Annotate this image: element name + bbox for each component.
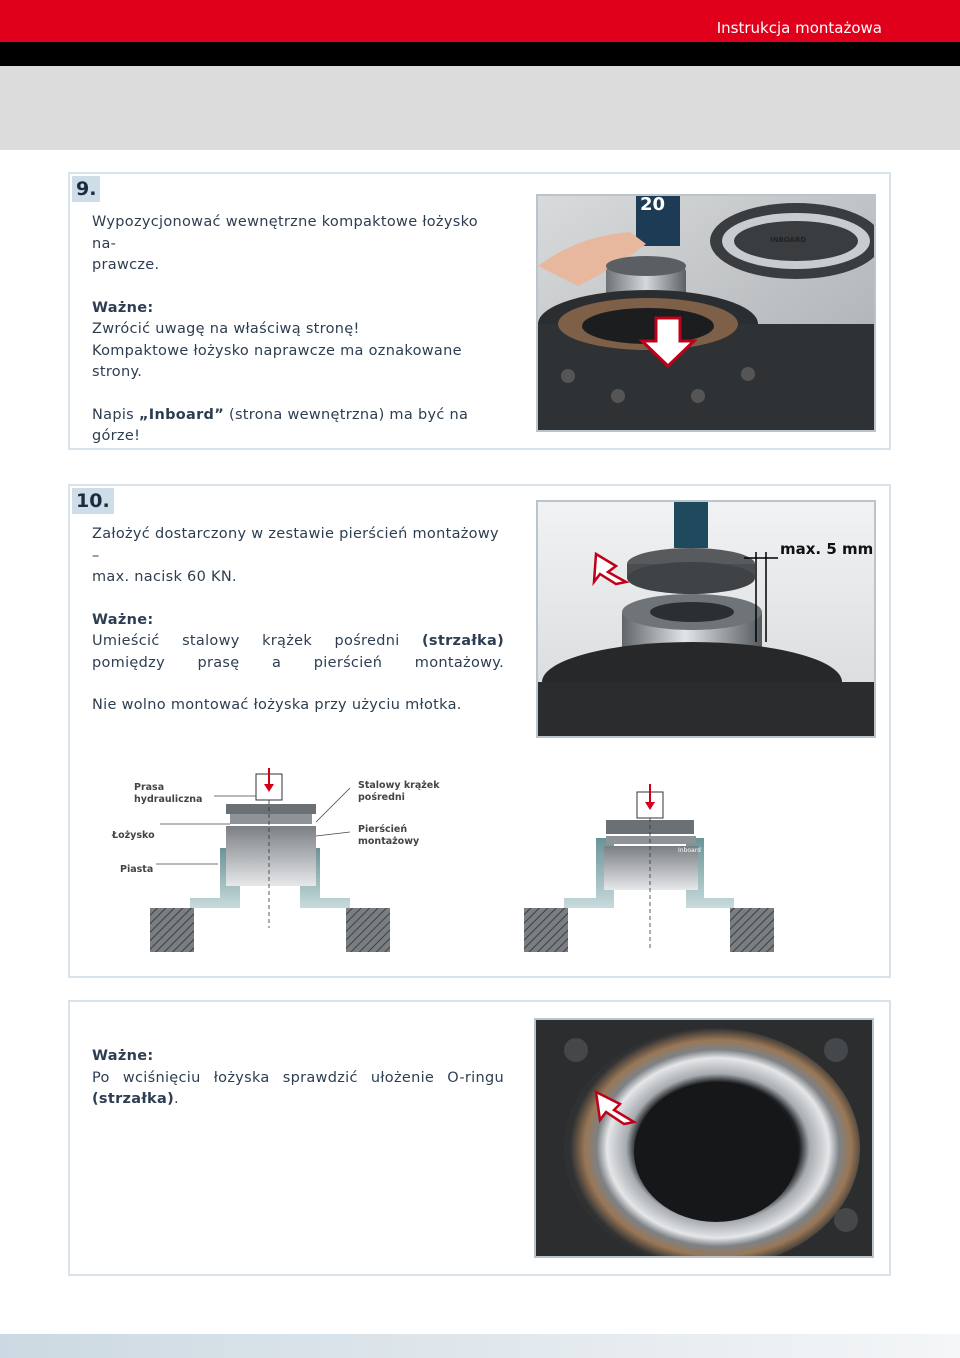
- ring-label-line: Pierścień: [358, 824, 408, 835]
- press-cross-section-diagram: [110, 768, 850, 968]
- text-line: Nie wolno montować łożyska przy użyciu młotka.: [92, 697, 462, 713]
- ring-label-line: montażowy: [358, 836, 420, 847]
- important-heading: Ważne:: [92, 299, 154, 316]
- text-line: max. nacisk 60 KN.: [92, 569, 237, 585]
- step-10-text: [92, 524, 504, 717]
- text-line: Napis „Inboard” (strona wewnętrzna) ma być na górze!: [92, 406, 469, 444]
- text-line: Wypozycjonować wewnętrzne kompaktowe łożysko na-: [92, 214, 478, 252]
- step-10-panel: [68, 484, 891, 978]
- step-number: 10.: [72, 488, 114, 514]
- text-line: pomiędzy prasę a pierścień montażowy.: [92, 654, 504, 671]
- inboard-marking: INBOARD: [770, 236, 807, 244]
- text-line: Założyć dostarczony w zestawie pierścień montażowy –: [92, 526, 499, 564]
- hub-label: Piasta: [120, 864, 154, 875]
- text-line: Po wciśnięciu łożyska sprawdzić ułożenie O-ringu: [92, 1069, 504, 1086]
- step-number: 9.: [72, 176, 100, 202]
- important-heading: Ważne:: [92, 1048, 154, 1064]
- text-line: Zwrócić uwagę na właściwą stronę!: [92, 321, 360, 337]
- text-line: (strzałka).: [92, 1091, 179, 1107]
- text-line: Umieścić stalowy krążek pośredni (strzałka): [92, 633, 504, 649]
- text-line: prawcze.: [92, 257, 160, 273]
- footer-band: [0, 1334, 960, 1358]
- max-gap-label: max. 5 mm: [780, 540, 874, 558]
- header-divider: [0, 42, 960, 66]
- header-bar: [0, 0, 960, 42]
- header-band: [0, 66, 960, 150]
- svg-text:20: 20: [640, 196, 666, 215]
- press-label-line: Prasa: [134, 782, 165, 793]
- bearing-label: Łożysko: [112, 830, 155, 841]
- bearing-positioning-photo: [536, 194, 876, 432]
- o-ring-check-photo: [534, 1018, 874, 1258]
- o-ring-note-panel: [68, 1000, 891, 1276]
- header-title: Instrukcja montażowa: [716, 19, 882, 37]
- mounting-ring-photo: [536, 500, 876, 738]
- press-label-line: hydrauliczna: [134, 794, 203, 805]
- disc-label-line: Stalowy krążek: [358, 780, 440, 791]
- inboard-label: Inboard: [678, 847, 701, 854]
- important-heading: Ważne:: [92, 611, 154, 628]
- disc-label-line: pośredni: [358, 792, 405, 803]
- note-text: [92, 1046, 504, 1111]
- text-line: Kompaktowe łożysko naprawcze ma oznakowane strony.: [92, 342, 462, 380]
- step-9-text: [92, 212, 504, 448]
- step-9-panel: [68, 172, 891, 450]
